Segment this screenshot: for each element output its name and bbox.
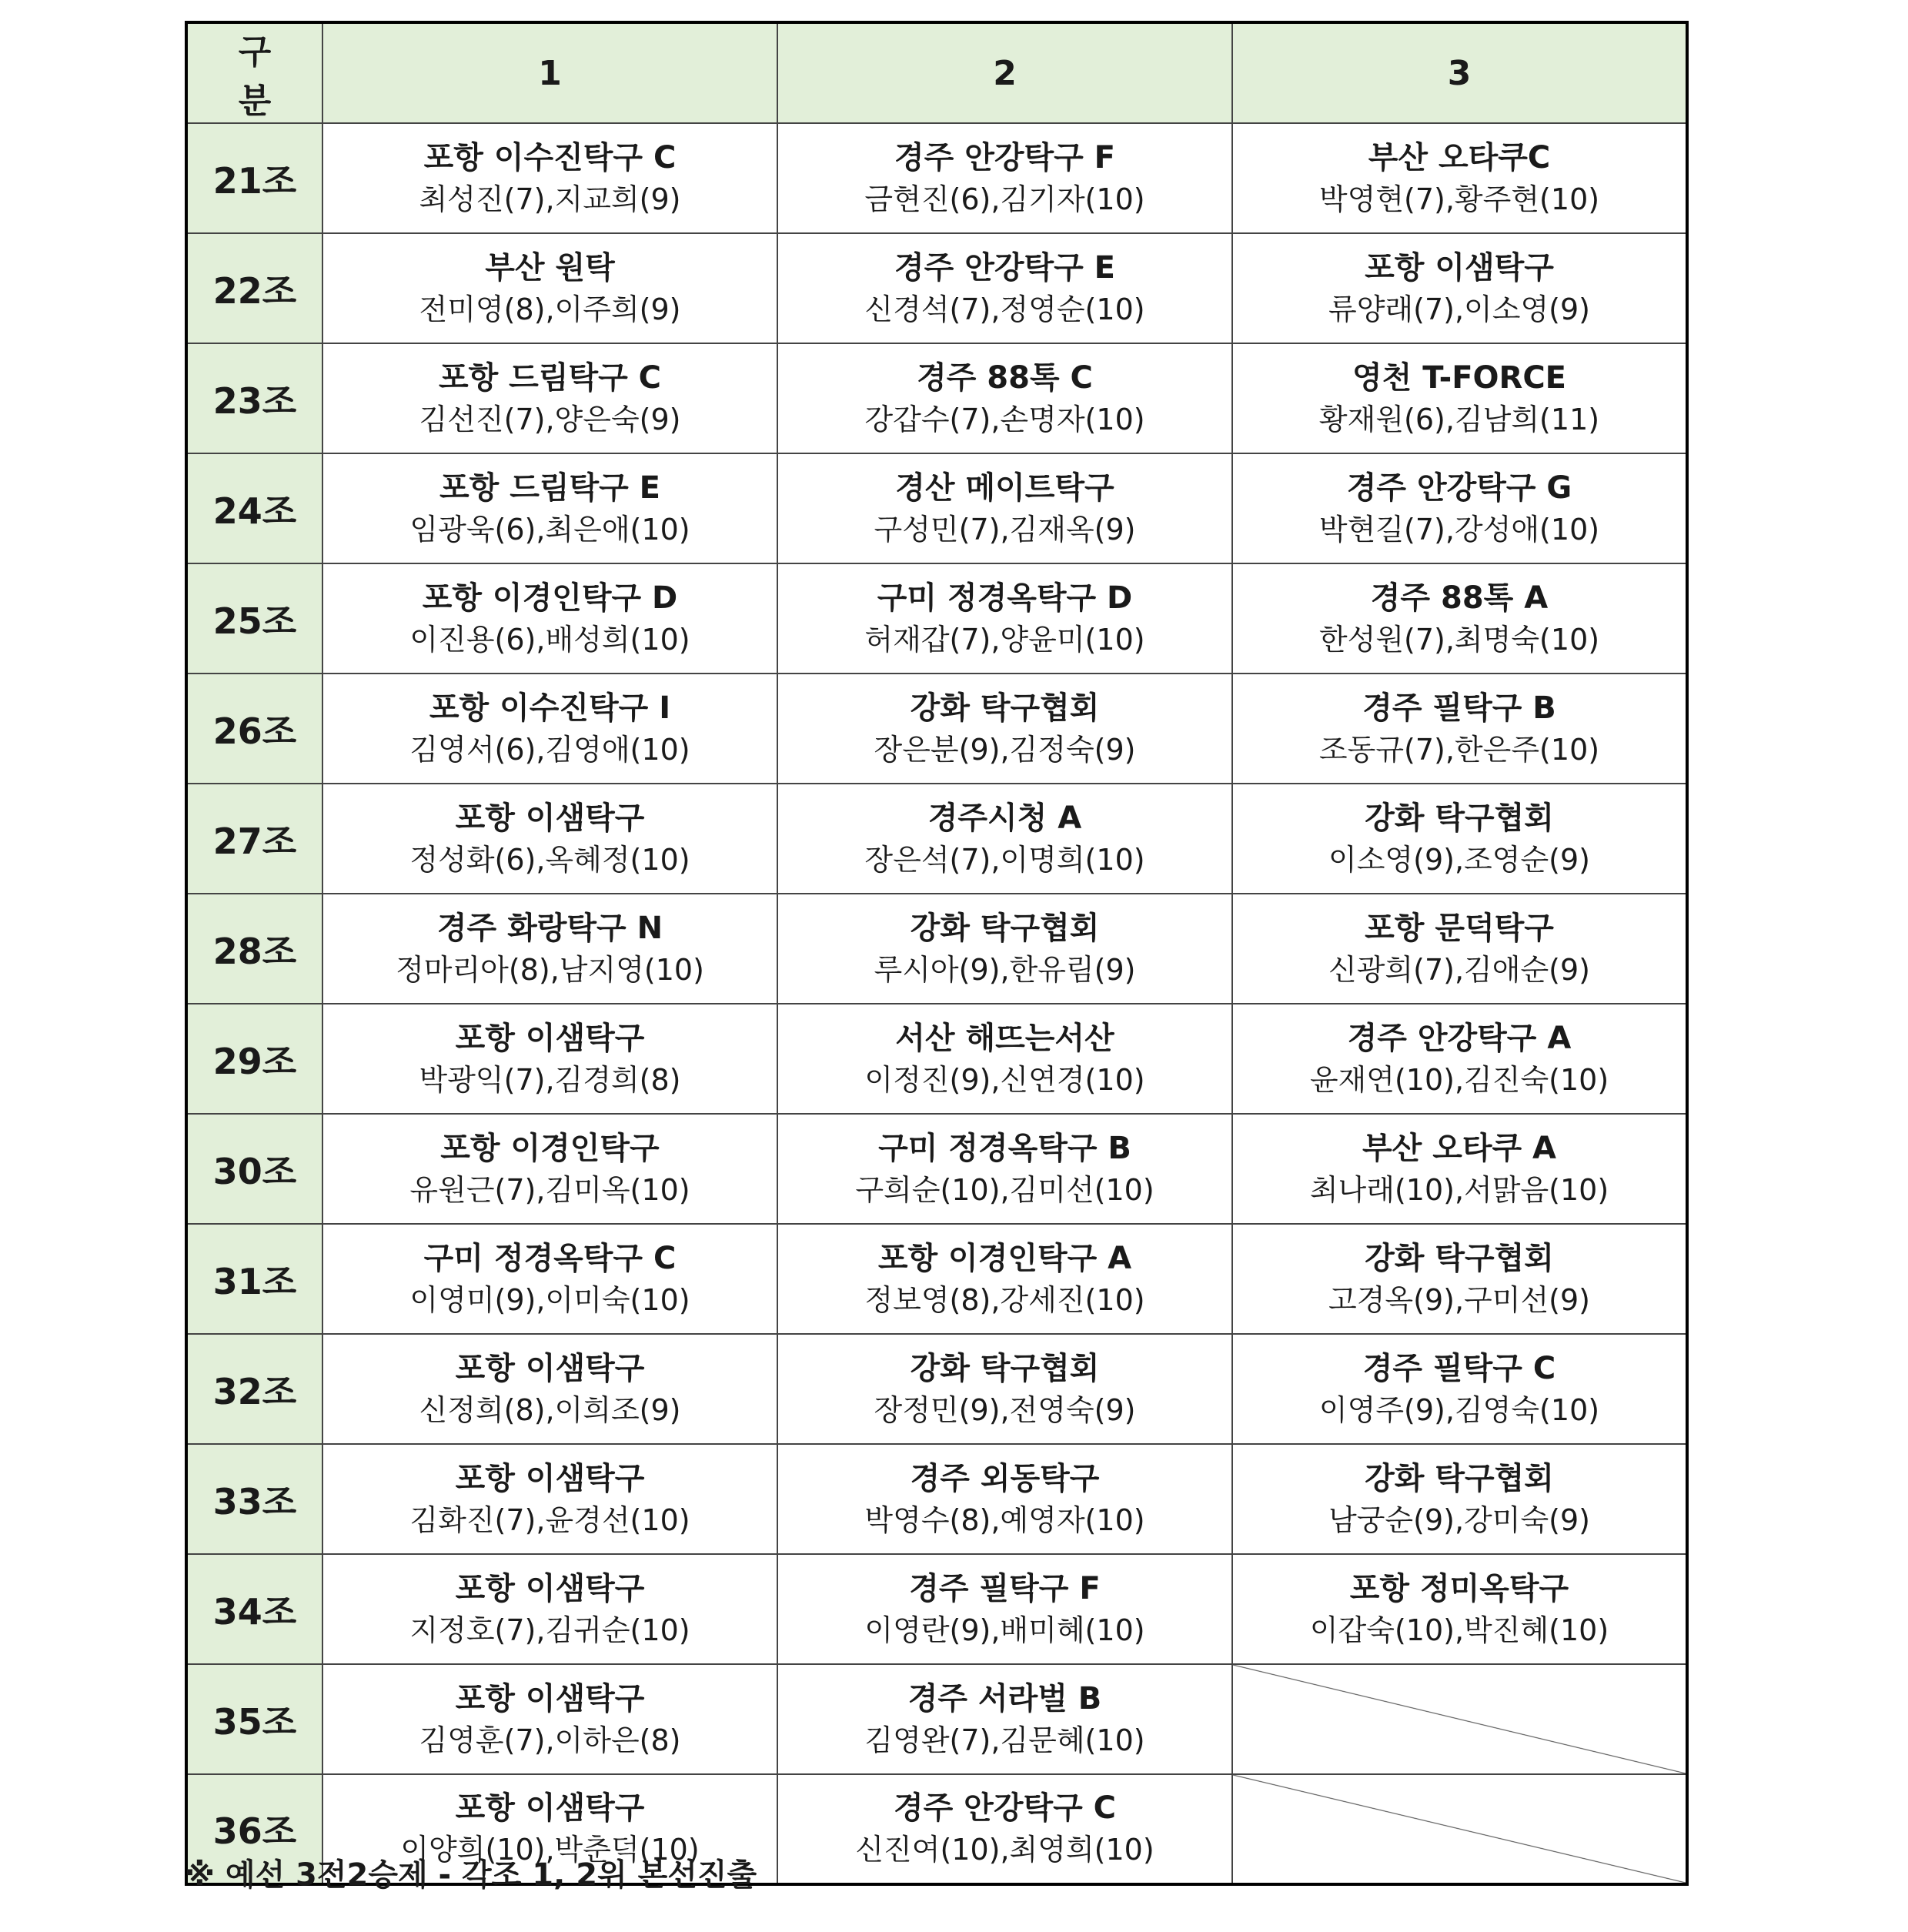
table-row: [186, 343, 1687, 453]
team-name: 강화 탁구협회: [1365, 800, 1554, 836]
team-name: 포항 이샘탁구: [455, 800, 645, 836]
team-name: 포항 이샘탁구: [455, 1350, 645, 1386]
team-cell: [777, 1224, 1232, 1334]
player-names: 금현진(6),김기자(10): [864, 182, 1145, 216]
team-name: 경주 화랑탁구 N: [436, 910, 663, 946]
team-cell: [1232, 233, 1687, 343]
team-name: 경주 필탁구 B: [1362, 690, 1556, 726]
table-header: [186, 22, 1687, 123]
group-label: 35조: [186, 1664, 322, 1774]
player-names: 김선진(7),양은숙(9): [419, 402, 681, 436]
team-name: 서산 해뜨는서산: [895, 1020, 1114, 1056]
player-names: 류양래(7),이소영(9): [1328, 292, 1590, 326]
table-body: [186, 123, 1687, 1884]
group-label: 24조: [186, 453, 322, 563]
team-name: 포항 드림탁구 E: [439, 470, 660, 506]
team-name: 포항 이샘탁구: [455, 1020, 645, 1056]
table-row: [186, 1334, 1687, 1444]
header-slot-3: 3: [1232, 22, 1687, 123]
team-cell: [322, 1444, 777, 1554]
table-row: [186, 784, 1687, 894]
team-cell: [322, 894, 777, 1004]
team-name: 경주 필탁구 F: [909, 1570, 1101, 1606]
group-label: 31조: [186, 1224, 322, 1334]
table-row: [186, 1114, 1687, 1224]
player-names: 김화진(7),윤경선(10): [409, 1502, 690, 1537]
team-name: 경주 안강탁구 F: [894, 139, 1115, 175]
team-cell: [322, 674, 777, 784]
table-row: [186, 123, 1687, 233]
player-names: 이진용(6),배성희(10): [409, 622, 690, 657]
player-names: 신정희(8),이희조(9): [419, 1392, 681, 1427]
team-cell: [1232, 1554, 1687, 1664]
team-cell: [1232, 453, 1687, 563]
team-name: 경주시청 A: [927, 800, 1082, 836]
team-name: 구미 정경옥탁구 C: [423, 1240, 677, 1276]
team-name: 포항 이경인탁구: [440, 1130, 660, 1166]
group-label: 36조: [186, 1774, 322, 1884]
player-names: 장정민(9),전영숙(9): [874, 1392, 1136, 1427]
team-name: 영천 T-FORCE: [1352, 359, 1567, 396]
player-names: 고경옥(9),구미선(9): [1328, 1282, 1590, 1317]
team-cell: [777, 784, 1232, 894]
player-names: 강갑수(7),손명자(10): [864, 402, 1145, 436]
group-label: 26조: [186, 674, 322, 784]
team-name: 경주 필탁구 C: [1362, 1350, 1556, 1386]
player-names: 지정호(7),김귀순(10): [409, 1613, 690, 1647]
team-cell: [1232, 1444, 1687, 1554]
player-names: 이양희(10),박춘덕(10): [400, 1833, 700, 1867]
team-cell: [777, 1004, 1232, 1114]
team-cell: [1232, 1114, 1687, 1224]
player-names: 김영서(6),김영애(10): [409, 732, 690, 767]
player-names: 박광익(7),김경희(8): [419, 1062, 681, 1097]
team-cell: [322, 1554, 777, 1664]
team-name: 강화 탁구협회: [910, 690, 1100, 726]
table-row: [186, 233, 1687, 343]
table-row: [186, 563, 1687, 674]
group-label: 25조: [186, 563, 322, 674]
player-names: 정성화(6),옥혜정(10): [409, 842, 690, 877]
player-names: 최성진(7),지교희(9): [419, 182, 681, 216]
header-division: 구 분: [186, 22, 322, 123]
team-cell: [777, 233, 1232, 343]
team-name: 포항 이경인탁구 A: [877, 1240, 1132, 1276]
team-name: 구미 정경옥탁구 D: [877, 580, 1133, 616]
team-name: 경주 외동탁구: [910, 1460, 1100, 1496]
player-names: 한성원(7),최명숙(10): [1318, 622, 1600, 657]
team-name: 포항 이수진탁구 I: [429, 690, 671, 726]
team-cell: [1232, 784, 1687, 894]
team-cell: [1232, 563, 1687, 674]
team-cell: [777, 453, 1232, 563]
player-names: 임광욱(6),최은애(10): [409, 512, 690, 547]
team-cell: [777, 894, 1232, 1004]
group-label: 27조: [186, 784, 322, 894]
player-names: 신광희(7),김애순(9): [1328, 952, 1590, 987]
player-names: 구희순(10),김미선(10): [855, 1172, 1154, 1207]
team-name: 경주 88톡 A: [1370, 580, 1549, 616]
team-name: 강화 탁구협회: [910, 1350, 1100, 1386]
team-name: 경주 안강탁구 A: [1347, 1020, 1572, 1056]
player-names: 유원근(7),김미옥(10): [409, 1172, 690, 1207]
table-row: [186, 453, 1687, 563]
team-cell: [777, 674, 1232, 784]
team-name: 부산 오타쿠 A: [1362, 1130, 1556, 1166]
player-names: 남궁순(9),강미숙(9): [1328, 1502, 1590, 1537]
header-slot-1: 1: [322, 22, 777, 123]
team-name: 강화 탁구협회: [1365, 1240, 1554, 1276]
player-names: 장은석(7),이명희(10): [864, 842, 1145, 877]
header-row: [186, 22, 1687, 123]
player-names: 신진여(10),최영희(10): [855, 1833, 1154, 1867]
group-label: 22조: [186, 233, 322, 343]
player-names: 박현길(7),강성애(10): [1318, 512, 1600, 547]
team-cell: [777, 1774, 1232, 1884]
team-name: 경산 메이트탁구: [895, 470, 1114, 506]
player-names: 이정진(9),신연경(10): [864, 1062, 1145, 1097]
team-name: 경주 88톡 C: [917, 359, 1093, 396]
team-cell: [777, 1114, 1232, 1224]
player-names: 장은분(9),김정숙(9): [874, 732, 1136, 767]
table-row: [186, 1444, 1687, 1554]
team-cell: [1232, 1224, 1687, 1334]
team-cell: [1232, 343, 1687, 453]
player-names: 신경석(7),정영순(10): [864, 292, 1145, 326]
team-cell: [322, 784, 777, 894]
group-label: 34조: [186, 1554, 322, 1664]
player-names: 박영현(7),황주현(10): [1318, 182, 1600, 216]
player-names: 이영미(9),이미숙(10): [409, 1282, 690, 1317]
team-cell: [322, 1334, 777, 1444]
team-cell: [322, 123, 777, 233]
player-names: 이영란(9),배미혜(10): [864, 1613, 1145, 1647]
team-cell: [322, 1664, 777, 1774]
team-name: 강화 탁구협회: [910, 910, 1100, 946]
team-cell: [1232, 1004, 1687, 1114]
team-cell: [322, 563, 777, 674]
team-name: 포항 이샘탁구: [455, 1460, 645, 1496]
group-label: 23조: [186, 343, 322, 453]
player-names: 허재갑(7),양윤미(10): [864, 622, 1145, 657]
table-row: [186, 1554, 1687, 1664]
player-names: 최나래(10),서맑음(10): [1309, 1172, 1609, 1207]
team-name: 부산 원탁: [485, 249, 615, 286]
team-name: 강화 탁구협회: [1365, 1460, 1554, 1496]
team-cell: [1232, 1334, 1687, 1444]
team-name: 포항 이샘탁구: [455, 1680, 645, 1716]
team-cell: [322, 1114, 777, 1224]
player-names: 이소영(9),조영순(9): [1328, 842, 1590, 877]
team-cell: [322, 233, 777, 343]
team-name: 경주 안강탁구 C: [893, 1790, 1117, 1826]
player-names: 황재원(6),김남희(11): [1318, 402, 1600, 436]
team-cell: [1232, 674, 1687, 784]
team-cell: [777, 1554, 1232, 1664]
player-names: 조동규(7),한은주(10): [1318, 732, 1600, 767]
team-name: 포항 정미옥탁구: [1349, 1570, 1569, 1606]
player-names: 김영훈(7),이하은(8): [419, 1723, 681, 1757]
player-names: 루시아(9),한유림(9): [874, 952, 1136, 987]
player-names: 이영주(9),김영숙(10): [1318, 1392, 1600, 1427]
team-cell: [322, 1224, 777, 1334]
team-cell: [777, 343, 1232, 453]
table-row: [186, 1004, 1687, 1114]
empty-slot: [1232, 1774, 1687, 1884]
team-name: 포항 이수진탁구 C: [423, 139, 677, 175]
group-label: 30조: [186, 1114, 322, 1224]
player-names: 김영완(7),김문혜(10): [864, 1723, 1145, 1757]
table-row: [186, 674, 1687, 784]
player-names: 정마리아(8),남지영(10): [396, 952, 704, 987]
team-name: 경주 서라벌 B: [907, 1680, 1102, 1716]
team-cell: [322, 1004, 777, 1114]
team-cell: [777, 123, 1232, 233]
team-cell: [322, 453, 777, 563]
team-name: 포항 드림탁구 C: [438, 359, 662, 396]
player-names: 전미영(8),이주희(9): [419, 292, 681, 326]
team-name: 포항 이샘탁구: [455, 1790, 645, 1826]
team-cell: [322, 343, 777, 453]
player-names: 윤재연(10),김진숙(10): [1309, 1062, 1609, 1097]
team-name: 부산 오타쿠C: [1368, 139, 1551, 175]
team-cell: [1232, 123, 1687, 233]
team-name: 구미 정경옥탁구 B: [878, 1130, 1131, 1166]
team-cell: [777, 563, 1232, 674]
player-names: 이갑숙(10),박진혜(10): [1309, 1613, 1609, 1647]
footnote: ※ 예선 3전2승제 - 각조 1, 2위 본선진출: [185, 1857, 757, 1893]
table-row: [186, 894, 1687, 1004]
team-cell: [777, 1664, 1232, 1774]
group-label: 32조: [186, 1334, 322, 1444]
table-row: [186, 1224, 1687, 1334]
team-name: 포항 문덕탁구: [1365, 910, 1554, 946]
team-cell: [777, 1444, 1232, 1554]
team-name: 포항 이샘탁구: [1365, 249, 1554, 286]
table-row: [186, 1664, 1687, 1774]
team-name: 경주 안강탁구 E: [894, 249, 1115, 286]
team-name: 경주 안강탁구 G: [1346, 470, 1572, 506]
player-names: 구성민(7),김재옥(9): [874, 512, 1136, 547]
group-label: 28조: [186, 894, 322, 1004]
group-draw-table: [185, 21, 1689, 1886]
header-slot-2: 2: [777, 22, 1232, 123]
team-cell: [1232, 894, 1687, 1004]
group-label: 29조: [186, 1004, 322, 1114]
team-cell: [777, 1334, 1232, 1444]
player-names: 정보영(8),강세진(10): [864, 1282, 1145, 1317]
team-name: 포항 이경인탁구 D: [422, 580, 678, 616]
empty-slot: [1232, 1664, 1687, 1774]
player-names: 박영수(8),예영자(10): [864, 1502, 1145, 1537]
group-label: 33조: [186, 1444, 322, 1554]
group-label: 21조: [186, 123, 322, 233]
team-name: 포항 이샘탁구: [455, 1570, 645, 1606]
